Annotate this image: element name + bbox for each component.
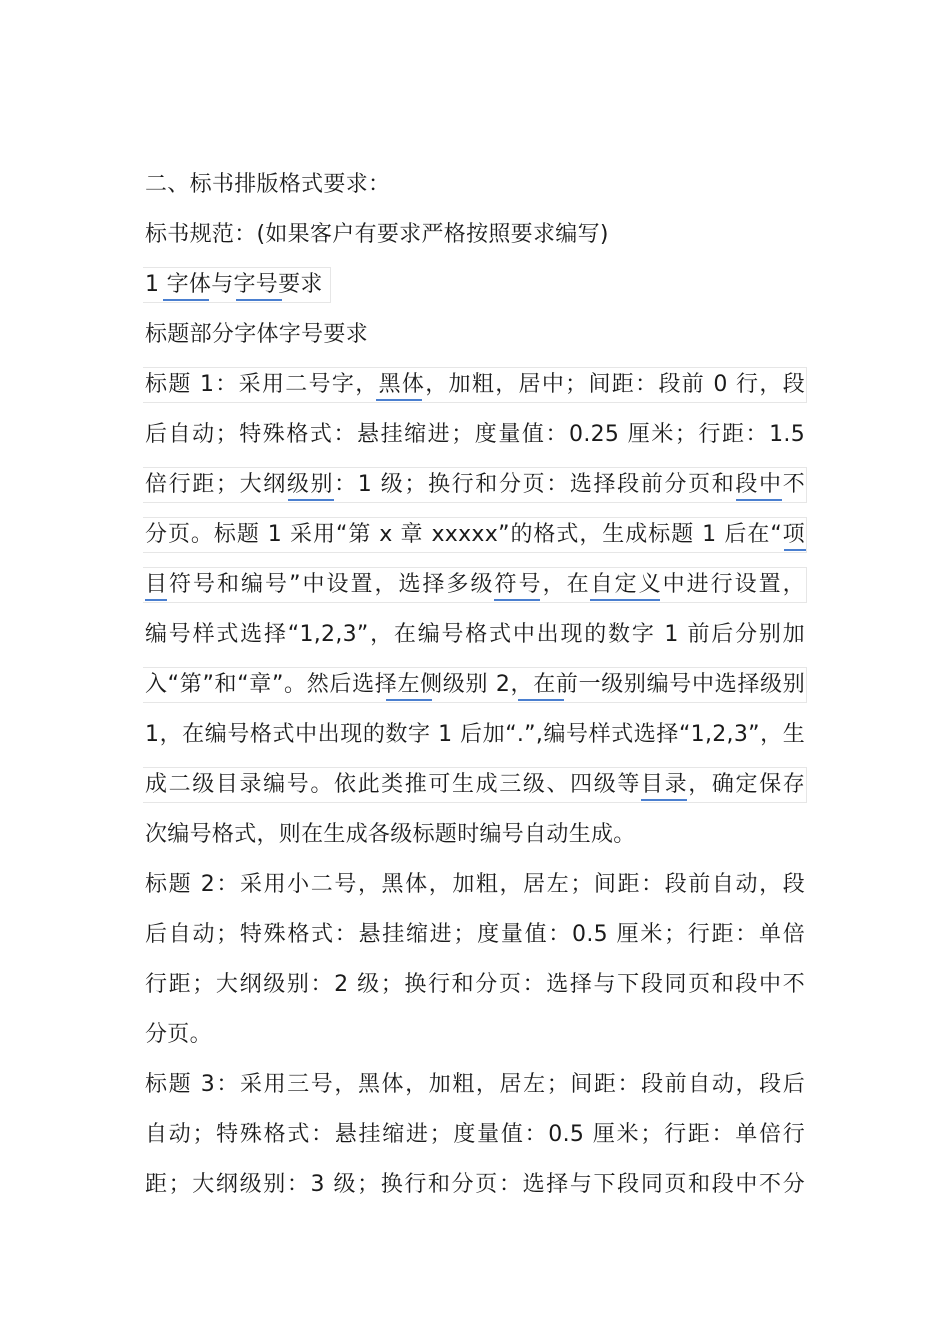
subsection-heading: 1 字体与字号要求 — [145, 272, 323, 297]
paragraph-line: 分页。标题 1 采用“第 x 章 xxxxx”的格式，生成标题 1 后在“项 — [145, 522, 805, 547]
section-heading: 二、标书排版格式要求： — [145, 172, 391, 197]
paragraph-line: 标题 1：采用二号字，黑体，加粗，居中；间距：段前 0 行，段 — [145, 372, 805, 397]
paragraph-line: 标题 3：采用三号，黑体，加粗，居左；间距：段前自动，段后 — [145, 1072, 805, 1097]
subsection-subheading: 标题部分字体字号要求 — [145, 322, 369, 347]
paragraph-line: 分页。 — [145, 1022, 212, 1047]
spellcheck-underline — [784, 549, 806, 551]
paragraph-line: 次编号格式，则在生成各级标题时编号自动生成。 — [145, 822, 636, 847]
spellcheck-underline — [590, 599, 660, 601]
paragraph-line: 入“第”和“章”。然后选择左侧级别 2，在前一级别编号中选择级别 — [145, 672, 805, 697]
spec-note: 标书规范：(如果客户有要求严格按照要求编写) — [145, 222, 609, 247]
paragraph-line: 后自动；特殊格式：悬挂缩进；度量值：0.5 厘米；行距：单倍 — [145, 922, 805, 947]
spellcheck-underline — [736, 499, 782, 501]
paragraph-line: 成二级目录编号。依此类推可生成三级、四级等目录，确定保存 — [145, 772, 805, 797]
paragraph-line: 自动；特殊格式：悬挂缩进；度量值：0.5 厘米；行距：单倍行 — [145, 1122, 805, 1147]
spellcheck-underline — [145, 599, 167, 601]
paragraph-line: 后自动；特殊格式：悬挂缩进；度量值：0.25 厘米；行距：1.5 — [145, 422, 805, 447]
paragraph-line: 行距；大纲级别：2 级；换行和分页：选择与下段同页和段中不 — [145, 972, 805, 997]
paragraph-line: 1，在编号格式中出现的数字 1 后加“.”,编号样式选择“1,2,3”，生 — [145, 722, 805, 747]
spellcheck-underline — [518, 699, 564, 701]
spellcheck-underline — [641, 799, 687, 801]
spellcheck-underline — [163, 299, 209, 301]
spellcheck-underline — [376, 399, 422, 401]
spellcheck-underline — [386, 699, 432, 701]
paragraph-line: 目符号和编号”中设置，选择多级符号，在自定义中进行设置， — [145, 572, 805, 597]
spellcheck-underline — [494, 599, 540, 601]
paragraph-line: 距；大纲级别：3 级；换行和分页：选择与下段同页和段中不分 — [145, 1172, 805, 1197]
spellcheck-underline — [236, 299, 282, 301]
spellcheck-underline — [288, 499, 334, 501]
paragraph-line: 标题 2：采用小二号，黑体，加粗，居左；间距：段前自动，段 — [145, 872, 805, 897]
paragraph-line: 编号样式选择“1,2,3”，在编号格式中出现的数字 1 前后分别加 — [145, 622, 805, 647]
paragraph-line: 倍行距；大纲级别：1 级；换行和分页：选择段前分页和段中不 — [145, 472, 805, 497]
